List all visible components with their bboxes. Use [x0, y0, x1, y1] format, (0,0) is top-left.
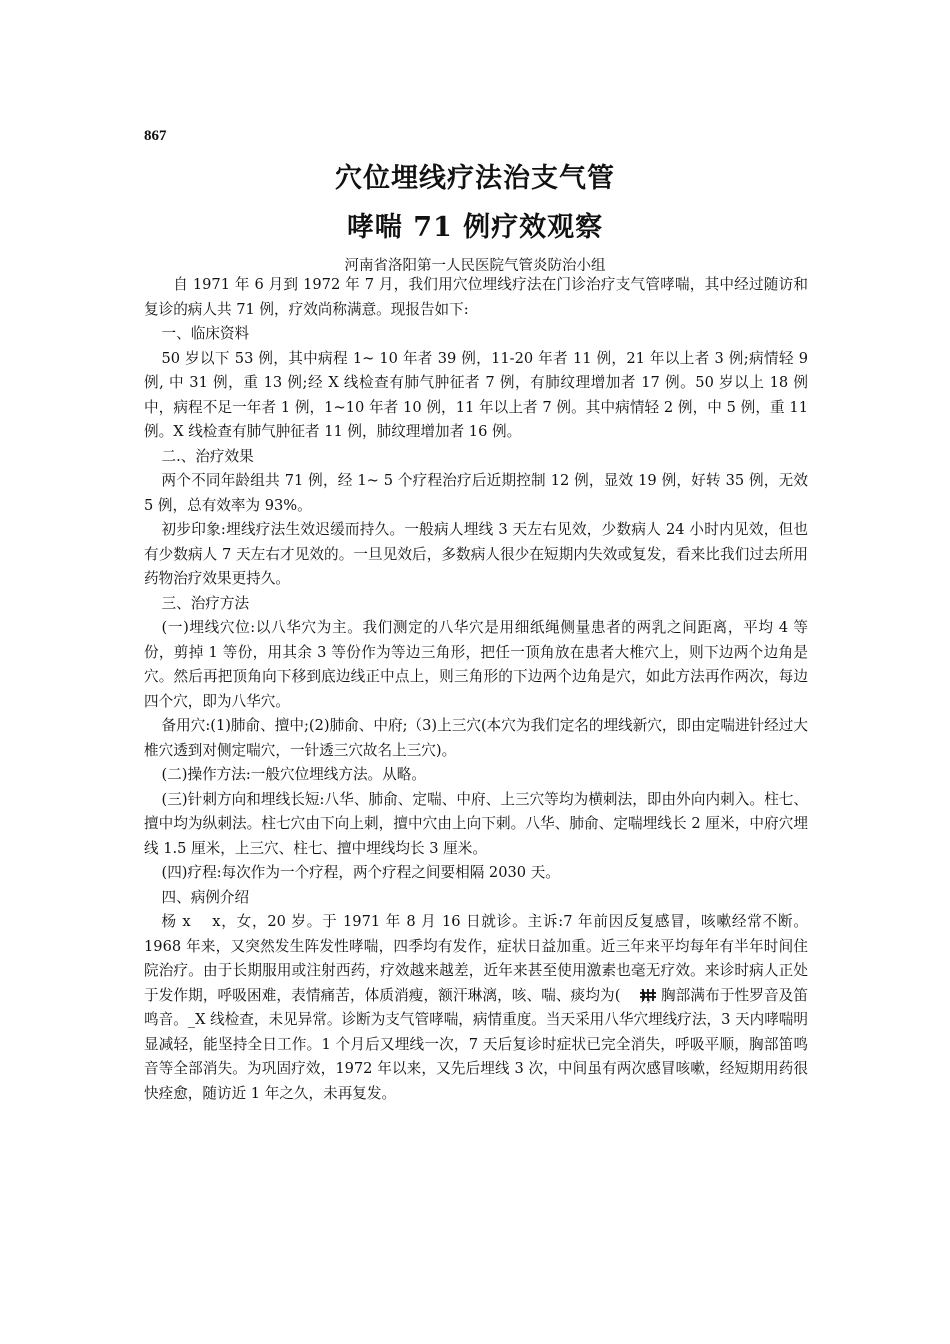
case-text-part-2: )，胸部满布于性罗音及笛鸣音。_X 线检查，未见异常。诊断为支气管哮喘，病情重度。当天采用八华穴埋线疗法，3 天内哮喘明显减轻，能坚持全日工作。1 个月后又埋线一次，7 天后复诊时症状已完全消失，呼吸平顺，胸部笛鸣音等全部消失。为巩固疗效，1972 年以来，又先后埋线 3 次，中间虽有两次感冒咳嗽，经短期用药很快痊愈，随访近 1 年之久，未再复发。 [144, 986, 808, 1102]
section-heading-case-report: 四、病例介绍 [161, 888, 250, 906]
paragraph-clinical-data: 50 岁以下 53 例，其中病程 1~ 10 年者 39 例，11-20 年者 11 例，21 年以上者 3 例;病情轻 9 例, 中 31 例，重 13 例;经 X 线检查有肺气肿征者 7 例，有肺纹理增加者 17 例。50 岁以上 18 例中，病程不足一年者 1 例，1~10 年者 10 例，11 年以上者 7 例。其中病情轻 2 例，中 5 例，重 11 例。X 线检查有肺气肿征者 11 例，肺纹理增加者 16 例。 [144, 349, 808, 440]
page-number: 867 [144, 128, 167, 144]
article-title-line-2: 哮喘 71 例疗效观察 [346, 212, 604, 243]
article-body [144, 273, 808, 1106]
paragraph-operation-method: (二)操作方法:一般穴位埋线方法。从略。 [161, 766, 426, 783]
paragraph-initial-impression: 初步印象:埋线疗法生效迟缓而持久。一般病人埋线 3 天左右见效，少数病人 24 小时内见效，但也有少数病人 7 天左右才见效的。一旦见效后，多数病人很少在短期内失效或复发，看来比我们过去所用药物治疗效果更持久。 [144, 521, 808, 587]
paragraph-needle-direction: (三)针刺方向和埋线长短:八华、肺俞、定喘、中府、上三穴等均为横刺法，即由外向内刺入。柱七、擅中均为纵刺法。柱七穴由下向上刺，擅中穴由上向下刺。八华、肺俞、定喘埋线长 2 厘米，中府穴埋线 1.5 厘米，上三穴、柱七、擅中埋线均长 3 厘米。 [144, 790, 808, 857]
paragraph-backup-points: 备用穴:(1)肺俞、擅中;(2)肺俞、中府;（3)上三穴(本穴为我们定名的埋线新穴，即由定喘进针经过大椎穴透到对侧定喘穴，一针透三穴故名上三穴)。 [144, 717, 808, 759]
paragraph-treatment-effect: 两个不同年龄组共 71 例，经 1~ 5 个疗程治疗后近期控制 12 例，显效 19 例，好转 35 例，无效 5 例，总有效率为 93%。 [144, 472, 808, 514]
article-title-line-1: 穴位埋线疗法治支气管 [335, 163, 615, 194]
author-affiliation: 河南省洛阳第一人民医院气管炎防治小组 [344, 258, 606, 274]
paragraph-case-report [144, 910, 808, 1106]
section-heading-treatment-effect: 二.、治疗效果 [161, 447, 254, 465]
case-text-part-1: 杨 x x，女，20 岁。于 1971 年 8 月 16 日就诊。主诉:7 年前因反复感冒，咳嗽经常不断。1968 年来，又突然发生阵发性哮喘，四季均有发作，症状日益加重。近三年来平均每年有半年时间住院治疗。由于长期服用或注射西药，疗效越来越差，近年来甚至使用激素也毫无疗效。来诊时病人正处于发作期，呼吸困难，表情痛苦，体质消瘦，额汗琳漓，咳、喘、痰均为( [144, 913, 808, 1004]
section-heading-clinical-data: 一、临床资料 [161, 325, 250, 342]
paragraph-acupoints: (一)埋线穴位:以八华穴为主。我们测定的八华穴是用细纸绳侧量患者的两乳之间距离，平均 4 等份，剪掉 1 等份，用其余 3 等份作为等边三角形，把任一顶角放在患者大椎穴上，则下边两个边角是穴。然后再把顶角向下移到底边线正中点上，则三角形的下边两个边角是穴，如此方法再作两次，每边四个穴，即为八华穴。 [144, 619, 808, 710]
intro-paragraph: 自 1971 年 6 月到 1972 年 7 月，我们用穴位埋线疗法在门诊治疗支气管哮喘，其中经过随访和复诊的病人共 71 例，疗效尚称满意。现报告如下: [144, 276, 808, 318]
paragraph-course: (四)疗程:每次作为一个疗程，两个疗程之间要相隔 2030 天。 [161, 864, 560, 881]
section-heading-treatment-method: 三、治疗方法 [161, 594, 250, 612]
triple-plus-sign-icon [620, 986, 640, 1000]
